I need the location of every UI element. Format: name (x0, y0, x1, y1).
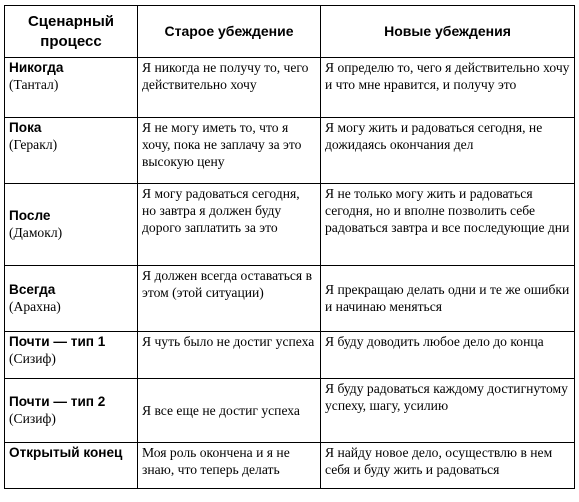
process-cell (5, 332, 138, 379)
process-myth: (Сизиф) (9, 351, 56, 366)
new-belief-text: Я прекращаю делать одни и те же ошибки и начинаю меняться (325, 282, 570, 314)
old-belief-text: Я никогда не получу то, чего действительно хочу (142, 60, 309, 92)
old-belief-cell (138, 332, 321, 379)
old-belief-text: Я чуть было не достиг успеха (142, 334, 315, 349)
old-belief-cell (138, 184, 321, 266)
table-row (5, 184, 575, 266)
process-cell (5, 443, 138, 489)
table-row (5, 332, 575, 379)
process-myth: (Тантал) (9, 77, 59, 92)
new-belief-text: Я определю то, чего я действительно хочу и что мне нравится, и получу это (325, 60, 570, 92)
table-row (5, 443, 575, 489)
old-belief-cell (138, 266, 321, 332)
header-old-belief: Старое убеждение (138, 6, 321, 58)
new-belief-cell (321, 58, 575, 118)
process-cell (5, 58, 138, 118)
process-name: Почти — тип 1 (9, 334, 106, 349)
new-belief-text: Я буду радоваться каждому достигнутому успеху, шагу, усилию (325, 381, 568, 413)
process-name: Почти — тип 2 (9, 394, 106, 409)
new-belief-text: Я не только могу жить и радоваться сегодня, но и вполне позволить себе радоваться завтра и все последующие дни (325, 186, 570, 235)
process-myth: (Дамокл) (9, 225, 63, 240)
process-name: Открытый конец (9, 445, 123, 460)
header-new-beliefs: Новые убеждения (321, 6, 575, 58)
process-name: Никогда (9, 60, 64, 75)
old-belief-cell (138, 443, 321, 489)
old-belief-text: Моя роль окончена и я не знаю, что теперь делать (142, 445, 290, 477)
script-process-table (4, 5, 575, 489)
process-cell (5, 184, 138, 266)
new-belief-text: Я могу жить и радоваться сегодня, не дожидаясь окончания дел (325, 120, 543, 152)
header-process: Сценарный процесс (5, 6, 138, 58)
new-belief-cell (321, 118, 575, 184)
process-myth: (Сизиф) (9, 411, 56, 426)
old-belief-text: Я могу радоваться сегодня, но завтра я должен буду дорого заплатить за это (142, 186, 300, 235)
old-belief-text: Я не могу иметь то, что я хочу, пока не заплачу за это высокую цену (142, 120, 302, 169)
new-belief-cell (321, 184, 575, 266)
process-myth: (Геракл) (9, 137, 58, 152)
old-belief-cell (138, 379, 321, 443)
process-cell (5, 266, 138, 332)
process-cell (5, 118, 138, 184)
new-belief-cell (321, 379, 575, 443)
old-belief-cell (138, 118, 321, 184)
new-belief-cell (321, 443, 575, 489)
table-row (5, 379, 575, 443)
process-myth: (Арахна) (9, 299, 61, 314)
table-row (5, 58, 575, 118)
old-belief-cell (138, 58, 321, 118)
old-belief-text: Я все еще не достиг успеха (142, 402, 300, 418)
new-belief-text: Я буду доводить любое дело до конца (325, 334, 544, 349)
table-row (5, 266, 575, 332)
process-cell (5, 379, 138, 443)
process-name: Всегда (9, 282, 56, 297)
old-belief-text: Я должен всегда оставаться в этом (этой ситуации) (142, 268, 312, 300)
process-name: Пока (9, 120, 42, 135)
new-belief-cell (321, 266, 575, 332)
header-row (5, 6, 575, 58)
new-belief-cell (321, 332, 575, 379)
new-belief-text: Я найду новое дело, осуществлю в нем себя и буду жить и радоваться (325, 445, 553, 477)
table-row (5, 118, 575, 184)
process-name: После (9, 208, 51, 223)
